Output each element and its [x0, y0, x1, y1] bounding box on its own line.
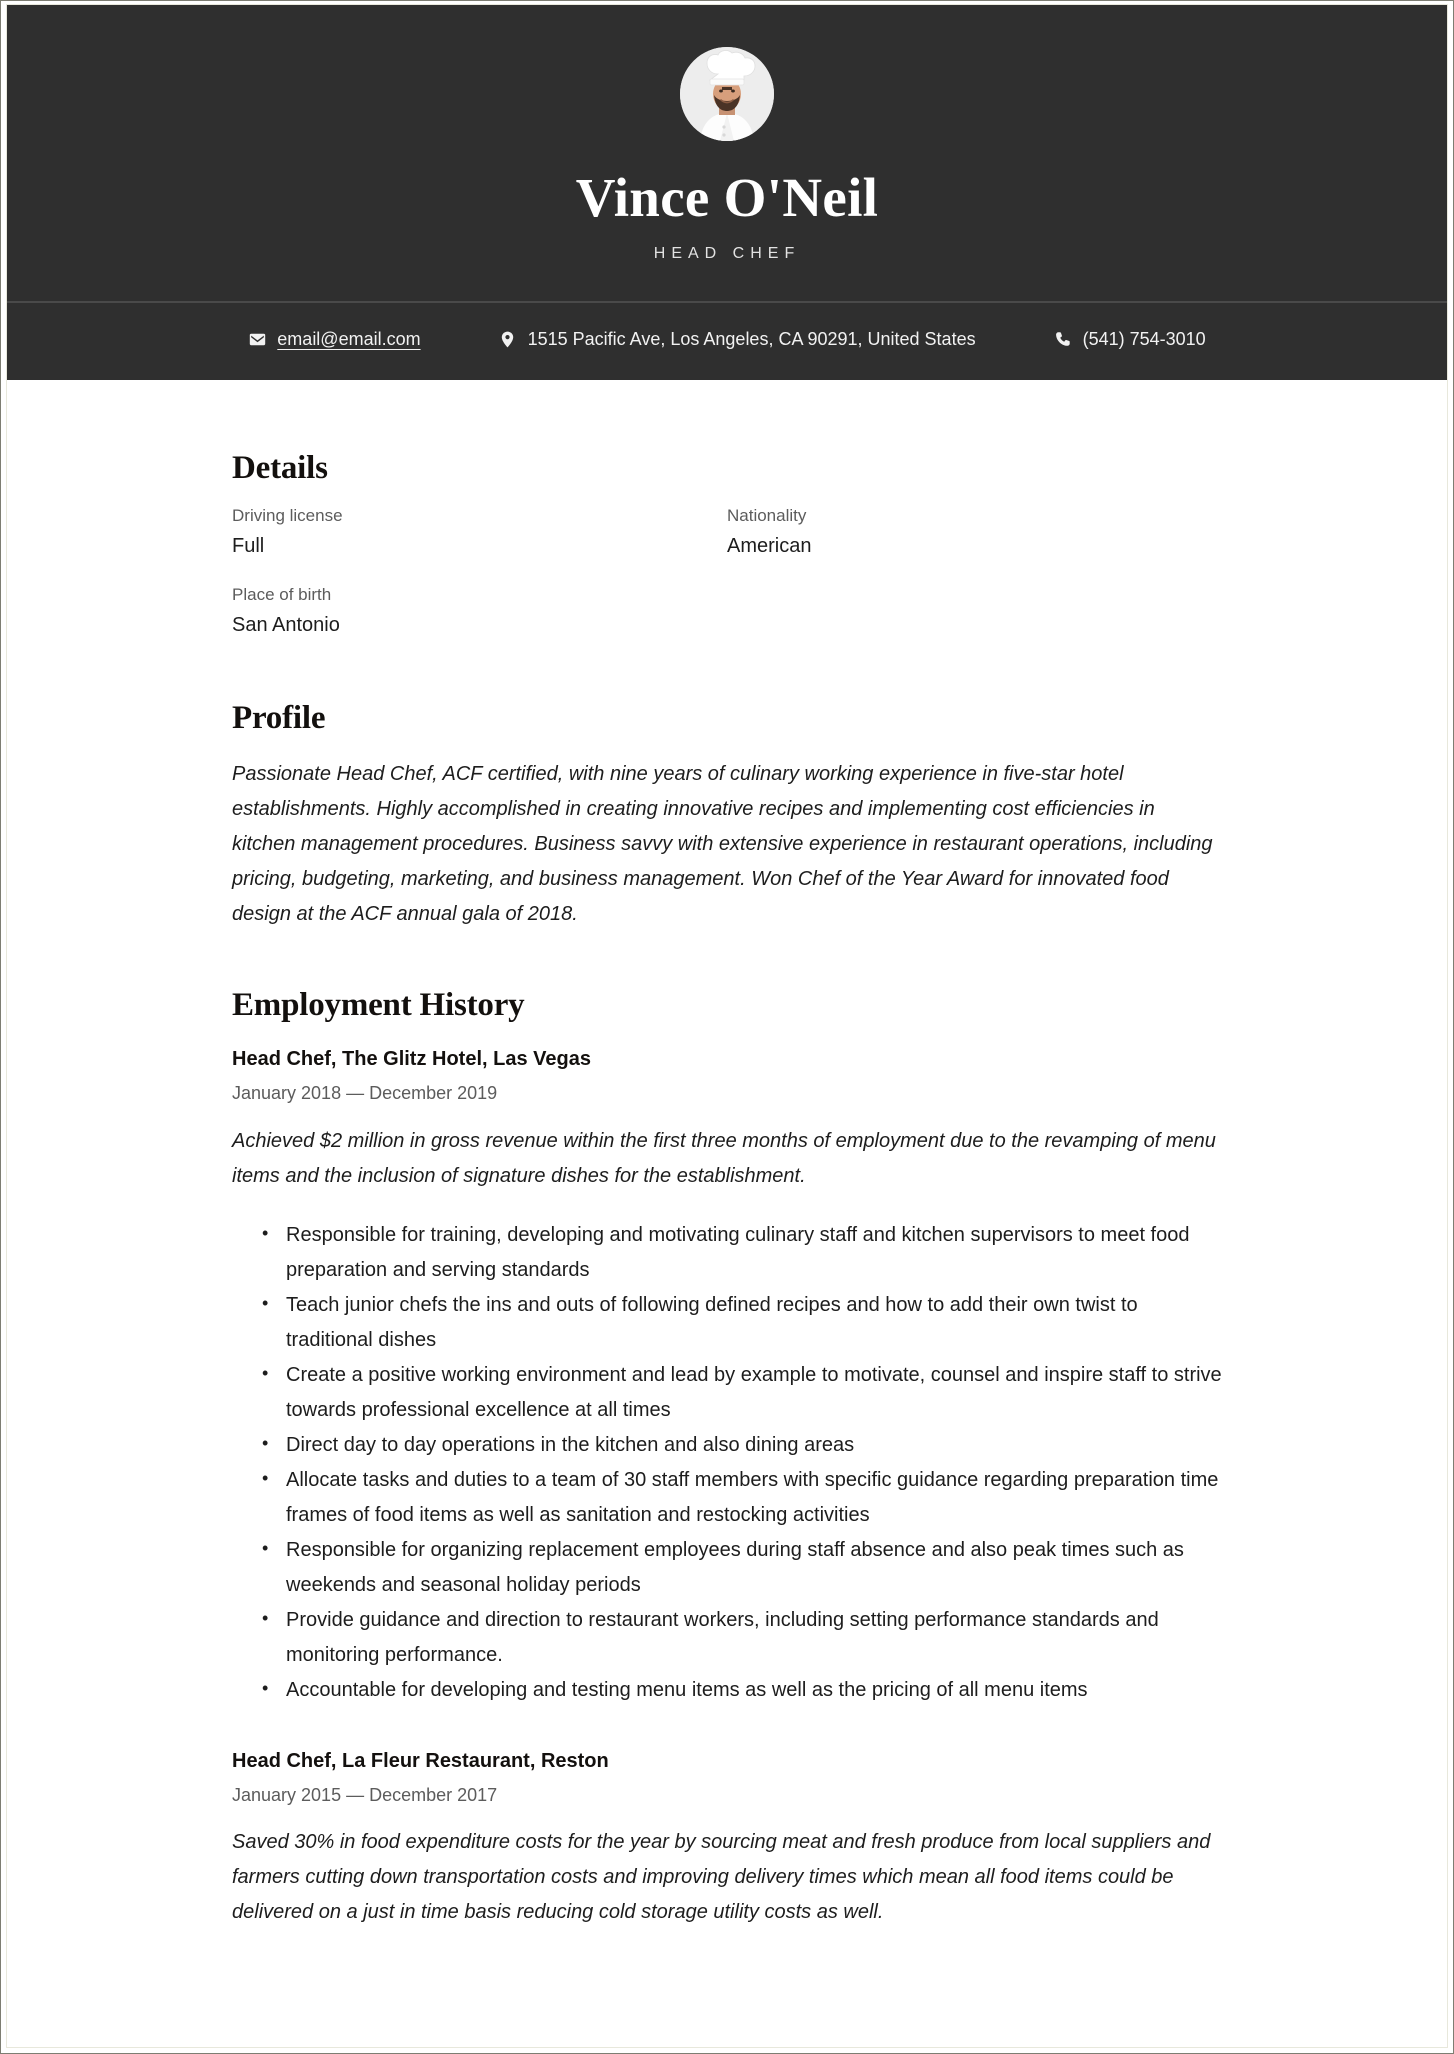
contact-email[interactable]	[248, 329, 420, 350]
detail-value: Full	[232, 535, 265, 557]
section-title-profile: Profile	[232, 700, 326, 737]
detail-field-nationality	[727, 505, 1222, 559]
job-dates: January 2018 — December 2019	[232, 1083, 498, 1104]
contact-address	[499, 329, 976, 350]
job-summary: Saved 30% in food expenditure costs for the year by sourcing meat and fresh produce from local suppliers and farmers cutting down transportation costs and improving delivery times which mean all food items could be delivered on a just in time basis reducing cold storage utility costs as well.	[232, 1831, 1211, 1924]
profile-text: Passionate Head Chef, ACF certified, with nine years of culinary working experience in five-star hotel establishments. Highly accomplished in creating innovative recipes and implementing cost efficiencies in kitchen management procedures. Business savvy with extensive experience in restaurant operations, including pricing, budgeting, marketing, and business management. Won Chef of the Year Award for innovated food design at the ACF annual gala of 2018.	[232, 763, 1213, 926]
job-bullet: • Provide guidance and direction to restaurant workers, including setting performance standards and monitoring performance.	[262, 1603, 1222, 1673]
section-profile	[232, 700, 1222, 932]
job-bullet: • Allocate tasks and duties to a team of 30 staff members with specific guidance regarding preparation time frames of food items as well as sanitation and restocking activities	[262, 1463, 1222, 1533]
job-summary: Achieved $2 million in gross revenue within the first three months of employment due to the revamping of menu items and the inclusion of signature dishes for the establishment.	[232, 1129, 1216, 1187]
section-employment-history	[232, 987, 1222, 1930]
detail-label: Place of birth	[232, 585, 332, 604]
contact-address-text: 1515 Pacific Ave, Los Angeles, CA 90291, United States	[527, 328, 976, 349]
job-title: Head Chef, La Fleur Restaurant, Reston	[232, 1749, 609, 1772]
resume-header	[7, 5, 1447, 303]
section-title-details: Details	[232, 449, 328, 486]
contact-phone-text: (541) 754-3010	[1082, 328, 1206, 349]
job-bullet: • Direct day to day operations in the kitchen and also dining areas	[262, 1428, 1222, 1463]
employment-entry	[232, 1748, 1222, 1930]
employment-entry	[232, 1046, 1222, 1707]
job-dates: January 2015 — December 2017	[232, 1784, 498, 1805]
resume-body	[7, 380, 1447, 1930]
job-role-subtitle: HEAD CHEF	[653, 244, 801, 262]
contact-email-link[interactable]: email@email.com	[277, 328, 421, 349]
details-grid	[232, 505, 1222, 639]
job-bullet: • Create a positive working environment and lead by example to motivate, counsel and inspire staff to strive towards professional excellence at all times	[262, 1358, 1222, 1428]
chef-portrait-icon	[680, 47, 774, 141]
section-title-employment: Employment History	[232, 987, 525, 1024]
job-bullet: • Responsible for organizing replacement employees during staff absence and also peak times such as weekends and seasonal holiday periods	[262, 1533, 1222, 1603]
contact-bar	[7, 303, 1447, 380]
detail-label: Driving license	[232, 505, 343, 525]
job-bullet: • Teach junior chefs the ins and outs of following defined recipes and how to add their own twist to traditional dishes	[262, 1288, 1222, 1358]
resume-page-inner	[6, 4, 1448, 2048]
map-pin-icon	[499, 330, 517, 348]
contact-phone	[1054, 329, 1206, 350]
job-title: Head Chef, The Glitz Hotel, Las Vegas	[232, 1048, 591, 1071]
detail-value: San Antonio	[232, 614, 340, 637]
detail-label: Nationality	[727, 505, 807, 525]
job-bullet: • Accountable for developing and testing menu items as well as the pricing of all menu items	[262, 1673, 1222, 1708]
detail-field-place-of-birth	[232, 584, 727, 638]
detail-field-driving-license	[232, 505, 727, 559]
avatar	[680, 47, 774, 141]
section-details	[232, 450, 1222, 639]
envelope-icon	[248, 330, 266, 348]
job-bullet-list	[232, 1218, 1222, 1708]
detail-value: American	[727, 535, 812, 557]
page-title: Vince O'Neil	[575, 167, 879, 228]
job-bullet: • Responsible for training, developing and motivating culinary staff and kitchen supervisors to meet food preparation and serving standards	[262, 1218, 1222, 1288]
phone-icon	[1054, 330, 1072, 348]
